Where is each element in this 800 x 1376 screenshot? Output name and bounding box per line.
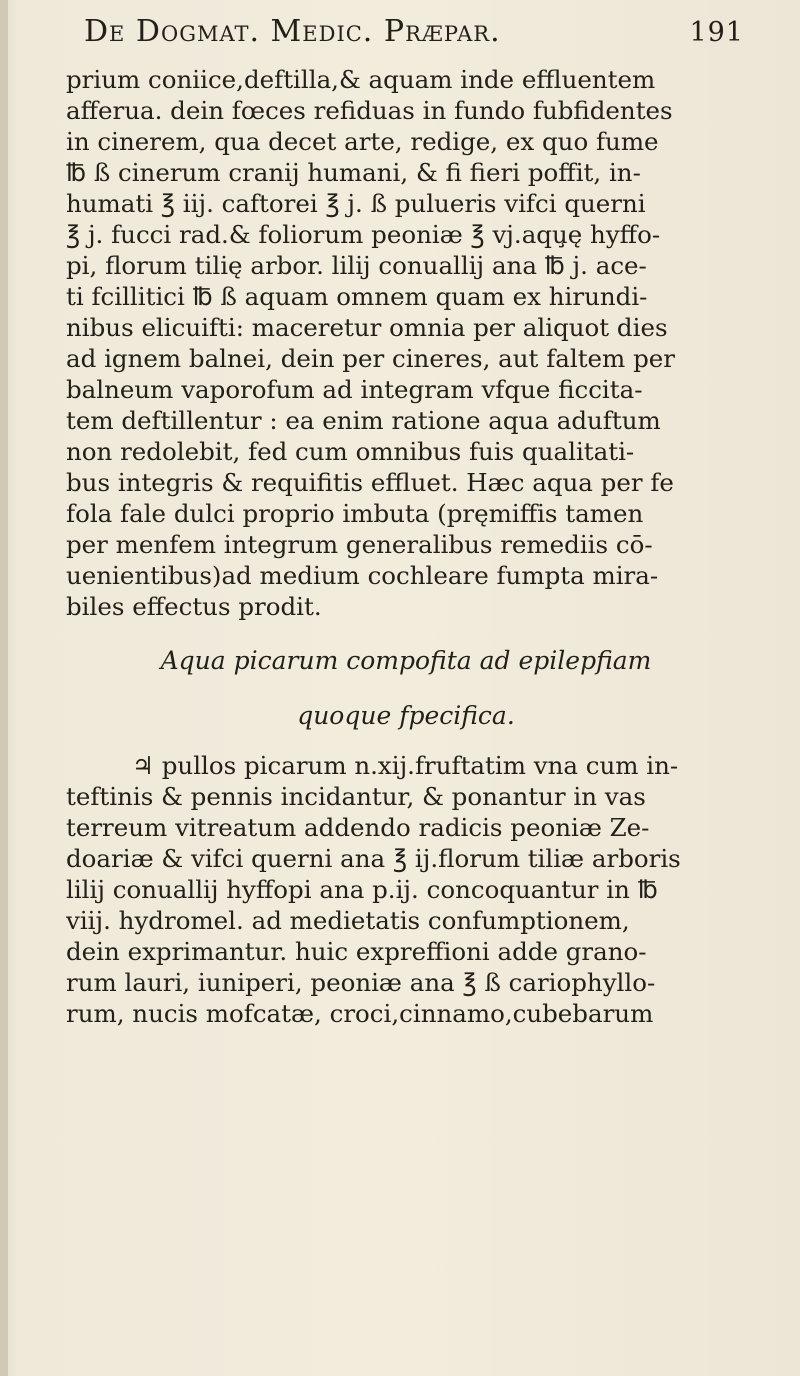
section-heading-subtitle: quoque fpecifica. xyxy=(297,701,515,730)
text-line: prium coniice,deftilla,& aquam inde effluentem xyxy=(66,65,656,94)
text-line: doariæ & vifci querni ana ℥ ij.florum tiliæ arboris xyxy=(66,844,681,873)
page-gutter xyxy=(0,0,8,1376)
text-line: uenientibus)ad medium cochleare fumpta mira- xyxy=(66,561,659,590)
text-line: ℔ ß cinerum cranij humani, & fi fieri poffit, in- xyxy=(66,158,641,187)
running-header xyxy=(84,14,744,58)
text-line: lilij conuallij hyffopi ana p.ij. concoquantur in ℔ xyxy=(66,875,658,904)
text-line: ♃ pullos picarum n.xij.fruftatim vna cum in- xyxy=(132,751,679,780)
text-line: pi, florum tilię arbor. lilij conuallij ana ℔ j. ace- xyxy=(66,251,647,280)
text-line: teftinis & pennis incidantur, & ponantur in vas xyxy=(66,782,646,811)
text-line: terreum vitreatum addendo radicis peoniæ Ze- xyxy=(66,813,650,842)
page-number: 191 xyxy=(689,17,744,48)
text-line: ℥ j. fucci rad.& foliorum peoniæ ℥ vj.aqu̧ę hyffo- xyxy=(66,220,661,249)
text-line: dein exprimantur. huic expreffioni adde grano- xyxy=(66,937,647,966)
text-line: tem deftillentur : ea enim ratione aqua aduftum xyxy=(66,406,661,435)
text-line: fola fale dulci proprio imbuta (pręmiffis tamen xyxy=(66,499,644,528)
text-line: balneum vaporofum ad integram vfque ficcita- xyxy=(66,375,643,404)
text-line: afferua. dein fœces refiduas in fundo fubfidentes xyxy=(66,96,673,125)
text-line: viij. hydromel. ad medietatis confumptionem, xyxy=(66,906,630,935)
text-line: humati ℥ iij. caftorei ℥ j. ß pulueris vifci querni xyxy=(66,189,646,218)
text-line: non redolebit, fed cum omnibus fuis qualitati- xyxy=(66,437,635,466)
page-body xyxy=(66,64,746,1029)
paragraph-continued xyxy=(66,64,746,622)
text-line: biles effectus prodit. xyxy=(66,592,322,621)
text-line: bus integris & requifitis effluet. Hæc aqua per fe xyxy=(66,468,674,497)
text-line: rum lauri, iuniperi, peoniæ ana ℥ ß cariophyllo- xyxy=(66,968,656,997)
text-line: rum, nucis mofcatæ, croci,cinnamo,cubebarum xyxy=(66,999,654,1028)
text-line: ad ignem balnei, dein per cineres, aut faltem per xyxy=(66,344,675,373)
running-title: De Dogmat. Medic. Præpar. xyxy=(84,14,501,49)
recipe-paragraph xyxy=(66,750,746,1029)
section-heading: Aqua picarum compofita ad epilepfiam xyxy=(160,646,652,675)
text-line: nibus elicuifti: maceretur omnia per aliquot dies xyxy=(66,313,668,342)
text-line: in cinerem, qua decet arte, redige, ex quo fume xyxy=(66,127,659,156)
text-line: per menfem integrum generalibus remediis cō- xyxy=(66,530,653,559)
text-line: ti fcillitici ℔ ß aquam omnem quam ex hirundi- xyxy=(66,282,648,311)
